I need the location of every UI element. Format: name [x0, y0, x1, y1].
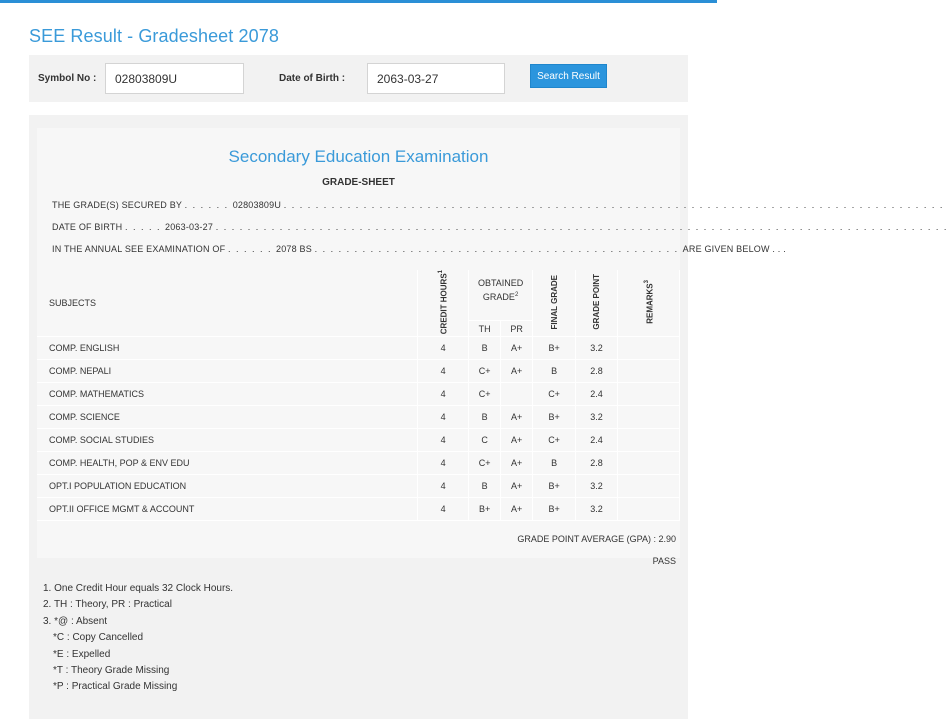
final-grade-cell: B — [533, 452, 576, 475]
page-title: SEE Result - Gradesheet 2078 — [29, 26, 279, 46]
subject-cell: OPT.II OFFICE MGMT & ACCOUNT — [37, 498, 418, 521]
pr-grade-cell — [501, 383, 533, 406]
footnote-item: *T : Theory Grade Missing — [53, 665, 170, 677]
footnote-item: 3. *@ : Absent — [43, 615, 108, 627]
credit-cell: 4 — [418, 360, 469, 383]
final-grade-cell: C+ — [533, 383, 576, 406]
grades-table — [37, 270, 680, 521]
footnote-item: 2. TH : Theory, PR : Practical — [43, 599, 172, 611]
grade-point-cell: 3.2 — [576, 498, 618, 521]
grade-point-header: GRADE POINT — [576, 270, 618, 337]
remarks-cell — [618, 383, 680, 406]
credit-cell: 4 — [418, 475, 469, 498]
symbol-label: Symbol No : — [38, 73, 97, 84]
footnote-item: 1. One Credit Hour equals 32 Clock Hours. — [43, 583, 234, 594]
pr-grade-cell: A+ — [501, 429, 533, 452]
subject-cell: OPT.I POPULATION EDUCATION — [37, 475, 418, 498]
dob-line-value: 2063-03-27 — [165, 222, 214, 232]
subject-cell: COMP. NEPALI — [37, 360, 418, 383]
grade-sheet-heading: GRADE-SHEET — [322, 177, 395, 188]
table-row — [37, 383, 680, 406]
examination-prefix: IN THE ANNUAL SEE EXAMINATION OF — [52, 244, 226, 254]
grade-point-cell: 3.2 — [576, 475, 618, 498]
gpa-summary — [517, 534, 676, 544]
final-grade-cell: B+ — [533, 475, 576, 498]
table-row — [37, 360, 680, 383]
credit-cell: 4 — [418, 452, 469, 475]
subject-cell: COMP. SOCIAL STUDIES — [37, 429, 418, 452]
th-grade-cell: C+ — [469, 383, 501, 406]
remarks-cell — [618, 498, 680, 521]
subject-cell: COMP. ENGLISH — [37, 337, 418, 360]
examination-value: 2078 BS — [275, 244, 312, 254]
examination-suffix: ARE GIVEN BELOW . . . — [682, 244, 786, 254]
dob-input[interactable] — [367, 63, 505, 94]
search-result-button[interactable]: Search Result — [530, 64, 607, 88]
examination-line: IN THE ANNUAL SEE EXAMINATION OF . . . . . . 2078 BS . . . . . . . . . . . . . . . . . . . . . . . . . . . . . . . . . . . . . . . . . . . . . . ARE GIVEN BELOW . . . — [52, 244, 786, 254]
grade-point-cell: 2.4 — [576, 383, 618, 406]
subject-cell: COMP. HEALTH, POP & ENV EDU — [37, 452, 418, 475]
credit-cell: 4 — [418, 406, 469, 429]
table-row — [37, 475, 680, 498]
grade-point-cell: 3.2 — [576, 337, 618, 360]
th-grade-cell: C+ — [469, 360, 501, 383]
footnote-item: *E : Expelled — [53, 648, 111, 660]
grade-point-cell: 2.8 — [576, 452, 618, 475]
footnote-item: *C : Copy Cancelled — [53, 632, 144, 644]
remarks-cell — [618, 360, 680, 383]
gpa-value: 2.90 — [658, 534, 676, 544]
secured-by-prefix: THE GRADE(S) SECURED BY — [52, 200, 182, 210]
top-accent-bar — [0, 0, 717, 3]
final-grade-cell: B+ — [533, 406, 576, 429]
symbol-input[interactable] — [105, 63, 244, 94]
dob-line-prefix: DATE OF BIRTH — [52, 222, 123, 232]
remarks-cell — [618, 429, 680, 452]
footnotes — [43, 581, 233, 696]
th-header: TH — [469, 321, 501, 337]
remarks-cell — [618, 452, 680, 475]
remarks-cell — [618, 337, 680, 360]
final-grade-cell: B+ — [533, 337, 576, 360]
credit-hours-header: CREDIT HOURS$^1$ — [418, 270, 469, 337]
th-grade-cell: B — [469, 475, 501, 498]
dob-line: DATE OF BIRTH . . . . . 2063-03-27 . . . . . . . . . . . . . . . . . . . . . . . . . . . . . . . . . . . . . . . . . . . . . . . . . . . . . . . . . . . . . . . . . . . . . . . . . . . . . . . . . . . . . . . . . . . . — [52, 222, 948, 232]
remarks-cell — [618, 406, 680, 429]
gradesheet-panel — [29, 115, 948, 719]
secured-by-value: 02803809U — [232, 200, 282, 210]
gradesheet-body — [37, 128, 948, 566]
credit-cell: 4 — [418, 429, 469, 452]
credit-cell: 4 — [418, 383, 469, 406]
final-grade-cell: C+ — [533, 429, 576, 452]
subject-cell: COMP. SCIENCE — [37, 406, 418, 429]
pr-grade-cell: A+ — [501, 337, 533, 360]
th-grade-cell: B — [469, 406, 501, 429]
table-row — [37, 406, 680, 429]
final-grade-cell: B — [533, 360, 576, 383]
th-grade-cell: B+ — [469, 498, 501, 521]
table-row — [37, 429, 680, 452]
search-panel — [29, 55, 688, 102]
pr-grade-cell: A+ — [501, 452, 533, 475]
secured-by-line: THE GRADE(S) SECURED BY . . . . . . 02803809U . . . . . . . . . . . . . . . . . . . . . . . . . . . . . . . . . . . . . . . . . . . . . . . . . . . . . . . . . . . . . . . . . . . . . . . . . . . . . . . . . . . — [52, 200, 944, 210]
credit-cell: 4 — [418, 498, 469, 521]
table-row — [37, 337, 680, 360]
dob-label: Date of Birth : — [279, 73, 346, 84]
exam-title: Secondary Education Examination — [228, 147, 489, 166]
grade-point-cell: 3.2 — [576, 406, 618, 429]
remarks-header: REMARKS$^3$ — [618, 270, 680, 337]
th-grade-cell: C+ — [469, 452, 501, 475]
th-grade-cell: C — [469, 429, 501, 452]
subjects-header: SUBJECTS — [37, 270, 418, 337]
remarks-cell — [618, 475, 680, 498]
th-grade-cell: B — [469, 337, 501, 360]
result-status: PASS — [652, 556, 676, 566]
obtained-grade-header: OBTAINED GRADE$^2$ — [469, 270, 533, 321]
final-grade-header: FINAL GRADE — [533, 270, 576, 337]
credit-cell: 4 — [418, 337, 469, 360]
pr-header: PR — [501, 321, 533, 337]
pr-grade-cell: A+ — [501, 360, 533, 383]
final-grade-cell: B+ — [533, 498, 576, 521]
subject-cell: COMP. MATHEMATICS — [37, 383, 418, 406]
pr-grade-cell: A+ — [501, 406, 533, 429]
pr-grade-cell: A+ — [501, 475, 533, 498]
pr-grade-cell: A+ — [501, 498, 533, 521]
grade-point-cell: 2.4 — [576, 429, 618, 452]
table-row — [37, 498, 680, 521]
footnote-item: *P : Practical Grade Missing — [53, 681, 178, 693]
gpa-label: GRADE POINT AVERAGE (GPA) : — [517, 534, 656, 544]
grade-point-cell: 2.8 — [576, 360, 618, 383]
table-row — [37, 452, 680, 475]
